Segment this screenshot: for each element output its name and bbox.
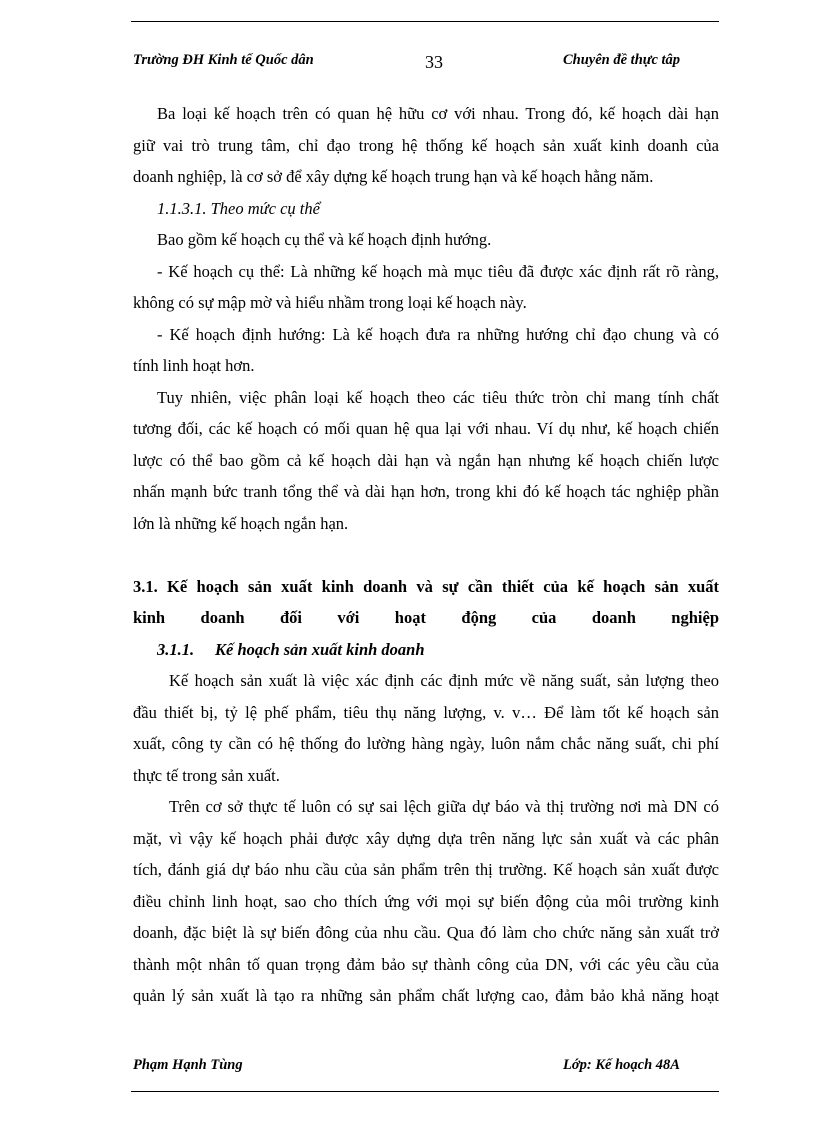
text-line: giữ vai trò trung tâm, chỉ đạo trong hệ thống kế hoạch sản xuất kinh doanh của: [133, 135, 719, 155]
document-body: [133, 98, 719, 1012]
text-line: tính linh hoạt hơn.: [133, 356, 255, 375]
text-line: tương đối, các kế hoạch có mối quan hệ qua lại với nhau. Ví dụ như, kế hoạch chiến: [133, 419, 719, 438]
text-line: Kế hoạch sản xuất là việc xác định các định mức về năng suất, sản lượng theo: [169, 671, 719, 690]
text-line: không có sự mập mờ và hiểu nhầm trong loại kế hoạch này.: [133, 293, 527, 312]
text-line: - Kế hoạch định hướng: Là kế hoạch đưa ra những hướng chỉ đạo chung và có: [157, 324, 719, 344]
subsection-heading: [133, 634, 719, 666]
text-line: thành một nhân tố quan trọng đảm bảo sự thành công của DN, với các yêu cầu của: [133, 954, 719, 974]
text-line: đầu thiết bị, tỷ lệ phế phẩm, tiêu thụ năng lượng, v. v… Để làm tốt kế hoạch sản: [133, 702, 719, 722]
text-line: điều chỉnh linh hoạt, sao cho thích ứng với mọi sự biến động của môi trường kinh: [133, 891, 719, 911]
text-line: lược có thể bao gồm cả kế hoạch dài hạn và ngắn hạn nhưng kế hoạch chiến lược: [133, 450, 719, 470]
section-heading: 3.1. Kế hoạch sản xuất kinh doanh và sự cần thiết của kế hoạch sản xuất: [133, 576, 719, 596]
text-line: thực tế trong sản xuất.: [133, 765, 280, 785]
spacer: [133, 539, 719, 571]
text-line: doanh, đặc biệt là sự biến đông của nhu cầu. Qua đó làm cho chức năng sản xuất trở: [133, 923, 719, 942]
text-line: - Kế hoạch cụ thể: Là những kế hoạch mà mục tiêu đã được xác định rất rõ ràng,: [157, 261, 719, 281]
section-heading: kinh doanh đối với hoạt động của doanh nghiệp: [133, 608, 719, 627]
text-line: quản lý sản xuất là tạo ra những sản phẩm chất lượng cao, đảm bảo khả năng hoạt: [133, 986, 719, 1005]
subsection-number: 3.1.1.: [157, 639, 195, 659]
header-document-type: Chuyên đề thực tâp: [563, 52, 681, 68]
text-line: doanh nghiệp, là cơ sở để xây dựng kế hoạch trung hạn và kế hoạch hằng năm.: [133, 167, 654, 186]
page-number: 33: [425, 52, 443, 72]
text-line: Trên cơ sở thực tế luôn có sự sai lệch giữa dự báo và thị trường nơi mà DN có: [169, 797, 719, 816]
footer-class: Lớp: Kế hoạch 48A: [563, 1057, 680, 1073]
text-line: Bao gồm kế hoạch cụ thể và kế hoạch định hướng.: [157, 230, 492, 249]
footer-rule: [131, 1091, 719, 1092]
text-line: xuất, công ty cần có hệ thống đo lường hàng ngày, luôn nắm chắc năng suất, chi phí: [133, 734, 719, 753]
text-line: mặt, vì vậy kế hoạch phải được xây dựng dựa trên năng lực sản xuất và các phân: [133, 828, 719, 848]
header-school: Trường ĐH Kinh tế Quốc dân: [133, 52, 314, 68]
text-line: Ba loại kế hoạch trên có quan hệ hữu cơ với nhau. Trong đó, kế hoạch dài hạn: [157, 104, 719, 123]
footer-author: Phạm Hạnh Tùng: [133, 1057, 243, 1073]
sub-heading: 1.1.3.1. Theo mức cụ thể: [157, 198, 320, 218]
subsection-title: Kế hoạch sản xuất kinh doanh: [215, 639, 425, 659]
text-line: lớn là những kế hoạch ngắn hạn.: [133, 513, 349, 533]
text-line: Tuy nhiên, việc phân loại kế hoạch theo các tiêu thức tròn chỉ mang tính chất: [157, 387, 719, 407]
text-line: nhấn mạnh bức tranh tổng thể và dài hạn hơn, trong khi đó kế hoạch tác nghiệp phần: [133, 482, 719, 501]
text-line: tích, đánh giá dự báo nhu cầu của sản phẩm trên thị trường. Kế hoạch sản xuất được: [133, 860, 719, 879]
header-rule: [131, 21, 719, 22]
